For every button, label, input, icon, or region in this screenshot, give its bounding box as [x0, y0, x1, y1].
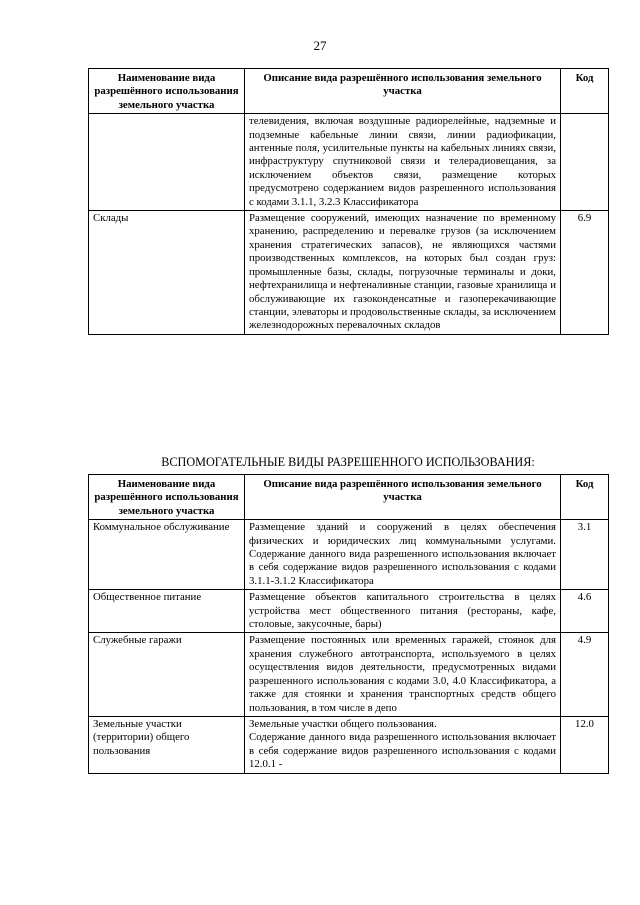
table-row: [89, 211, 609, 335]
row-description: Размещение зданий и сооружений в целях обеспечения физических и юридических лиц коммунальными услугами. Содержание данного вида разрешенного использования включает в себя содержание видов разрешенного использования с кодами 3.1.1-3.1.2 Классификатора: [245, 520, 561, 590]
table-row: [89, 520, 609, 590]
row-description: Размещение объектов капитального строительства в целях устройства мест общественного питания (рестораны, кафе, столовые, закусочные, бары): [245, 590, 561, 633]
header-name: Наименование вида разрешённого использования земельного участка: [89, 475, 245, 520]
row-description: [245, 716, 561, 773]
table-row: [89, 716, 609, 773]
row-name: [89, 114, 245, 211]
page-number: 27: [313, 38, 327, 53]
header-description: [245, 475, 561, 520]
permitted-use-table-auxiliary: [88, 474, 609, 774]
row-description-line1: Земельные участки общего пользования.: [249, 717, 437, 730]
header-code: Код: [561, 475, 609, 520]
row-code: 4.6: [561, 590, 609, 633]
row-name: Общественное питание: [89, 590, 245, 633]
table-header-row: [89, 475, 609, 520]
auxiliary-uses-heading: ВСПОМОГАТЕЛЬНЫЕ ВИДЫ РАЗРЕШЕННОГО ИСПОЛЬЗОВАНИЯ:: [161, 455, 535, 469]
row-code: 4.9: [561, 633, 609, 716]
header-name: Наименование вида разрешённого использования земельного участка: [89, 69, 245, 114]
table-row: [89, 633, 609, 716]
row-code: 12.0: [561, 716, 609, 773]
row-code: [561, 114, 609, 211]
row-code: 3.1: [561, 520, 609, 590]
header-description-line1: Описание вида разрешённого использования земельного: [263, 478, 542, 490]
row-code: 6.9: [561, 211, 609, 335]
row-description: Размещение постоянных или временных гаражей, стоянок для хранения служебного автотранспорта, используемого в целях осуществления видов деятельности, предусмотренных видами разрешенного использования с кодами 3.0, 4.0 Классификатора, а также для стоянки и хранения транспортных средств общего пользования, в том числе в депо: [245, 633, 561, 716]
table-row: [89, 590, 609, 633]
row-description: телевидения, включая воздушные радиорелейные, надземные и подземные кабельные линии связи, линии радиофикации, антенные поля, усилительные пункты на кабельных линиях связи, инфраструктуру спутниковой связи и телерадиовещания, за исключением объектов связи, размещение которых предусмотрено содержанием видов разрешенного использования с кодами 3.1.1, 3.2.3 Классификатора: [245, 114, 561, 211]
row-name: Коммунальное обслуживание: [89, 520, 245, 590]
table-header-row: [89, 69, 609, 114]
header-description: Описание вида разрешённого использования земельного участка: [245, 69, 561, 114]
row-description-line2: Содержание данного вида разрешенного использования включает в себя содержание видов разрешенного использования с кодами 12.0.1 -: [249, 731, 556, 771]
row-name: Склады: [89, 211, 245, 335]
header-description-line2: участка: [383, 491, 422, 504]
table-row: [89, 114, 609, 211]
header-code: Код: [561, 69, 609, 114]
row-name: Служебные гаражи: [89, 633, 245, 716]
row-description: Размещение сооружений, имеющих назначение по временному хранению, распределению и перевалке грузов (за исключением хранения стратегических запасов), не являющихся частями производственных комплексов, на которых был создан груз: промышленные базы, склады, погрузочные терминалы и доки, нефтехранилища и нефтеналивные станции, газовые хранилища и обслуживающие их газоконденсатные и газоперекачивающие станции, элеваторы и продовольственные склады, за исключением железнодорожных перевалочных складов: [245, 211, 561, 335]
permitted-use-table-main: [88, 68, 609, 335]
row-name: Земельные участки (территории) общего пользования: [89, 716, 245, 773]
